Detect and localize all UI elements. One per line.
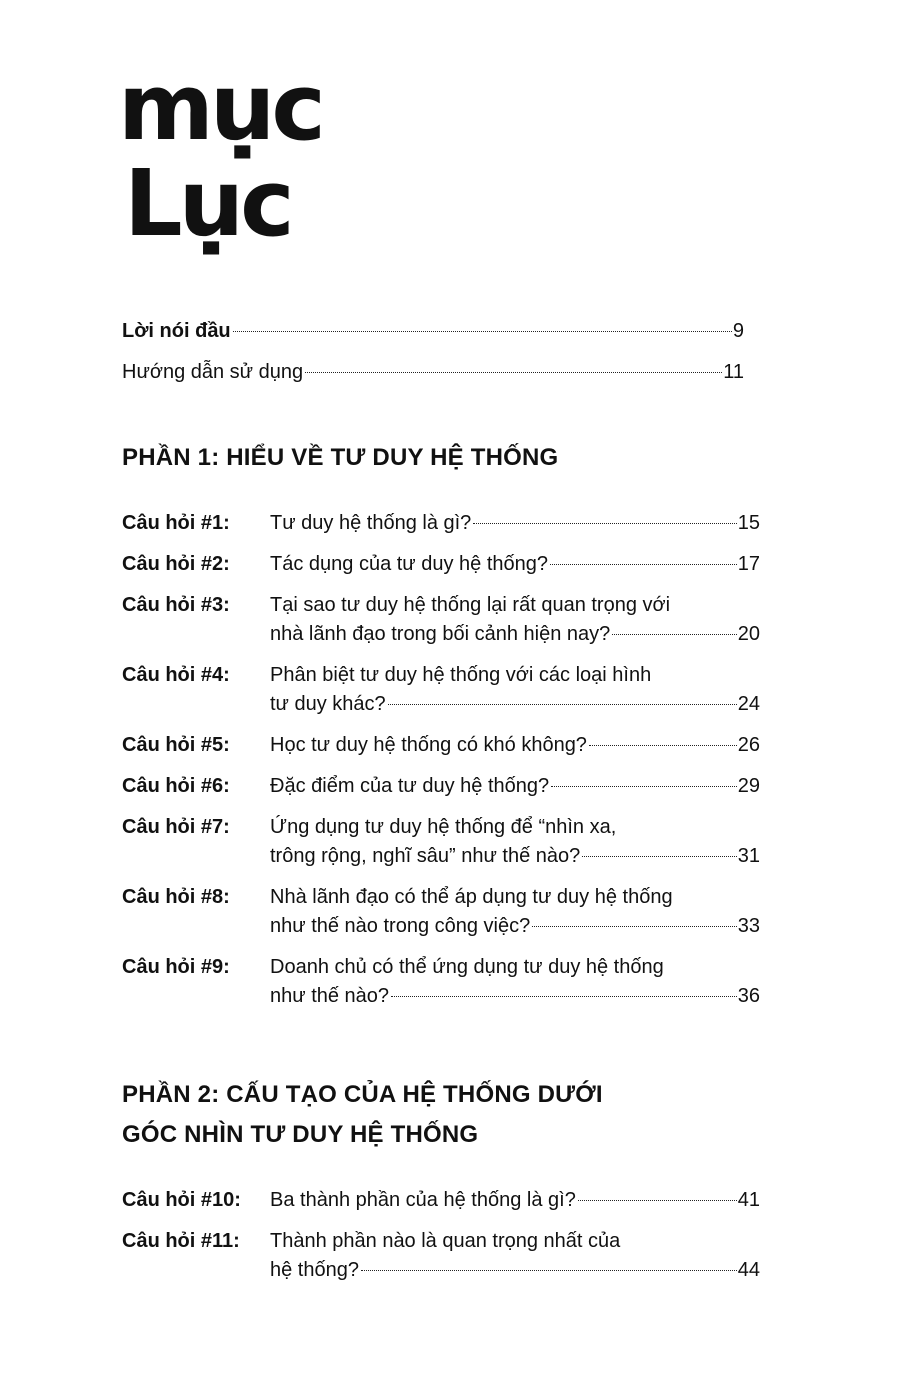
question-number: Câu hỏi #1:: [122, 512, 230, 534]
question-number: Câu hỏi #8:: [122, 886, 230, 908]
part-2-heading-line-1: PHẦN 2: CẤU TẠO CỦA HỆ THỐNG DƯỚI: [122, 1081, 603, 1108]
toc-entry-page: 9: [732, 320, 744, 342]
question-text: [270, 591, 760, 649]
question-last-line: [270, 550, 760, 579]
question-text-line: Tư duy hệ thống là gì?: [270, 512, 472, 534]
question-number: Câu hỏi #9:: [122, 956, 230, 978]
question-last-line: [270, 690, 760, 719]
question-text-line: Ứng dụng tư duy hệ thống để “nhìn xa,: [270, 816, 617, 838]
question-page: 26: [737, 734, 760, 756]
question-text: [270, 1227, 760, 1285]
question-text-line: Nhà lãnh đạo có thể áp dụng tư duy hệ thống: [270, 886, 673, 908]
dot-leader: [578, 1200, 737, 1201]
question-number: Câu hỏi #6:: [122, 775, 230, 797]
dot-leader: [589, 745, 737, 746]
question-last-line: [270, 982, 760, 1011]
question-text: [270, 731, 760, 760]
question-number: Câu hỏi #2:: [122, 553, 230, 575]
question-last-line: [270, 912, 760, 941]
question-page: 41: [737, 1189, 760, 1211]
question-page: 20: [737, 623, 760, 645]
question-last-line: [270, 842, 760, 871]
question-page: 17: [737, 553, 760, 575]
question-text: [270, 883, 760, 941]
title-line-2: Lục: [124, 150, 291, 257]
question-page: 15: [737, 512, 760, 534]
question-text: [270, 813, 760, 871]
dot-leader: [391, 996, 737, 997]
toc-entry-usage-guide[interactable]: [122, 358, 744, 387]
dot-leader: [582, 856, 736, 857]
question-text: [270, 509, 760, 538]
dot-leader: [532, 926, 737, 927]
question-number: Câu hỏi #5:: [122, 734, 230, 756]
question-page: 44: [737, 1259, 760, 1281]
question-text-line: Thành phần nào là quan trọng nhất của: [270, 1230, 621, 1252]
page-title: [118, 54, 322, 257]
question-text-line: như thế nào trong công việc?: [270, 915, 531, 937]
question-last-line: [270, 731, 760, 760]
toc-entry-label: Hướng dẫn sử dụng: [122, 361, 304, 383]
question-page: 36: [737, 985, 760, 1007]
dot-leader: [233, 331, 732, 332]
question-text-line: nhà lãnh đạo trong bối cảnh hiện nay?: [270, 623, 611, 645]
question-last-line: [270, 509, 760, 538]
question-text-line: Tác dụng của tư duy hệ thống?: [270, 553, 549, 575]
question-number: Câu hỏi #4:: [122, 664, 230, 686]
question-text-line: Đặc điểm của tư duy hệ thống?: [270, 775, 550, 797]
dot-leader: [551, 786, 737, 787]
question-last-line: [270, 1186, 760, 1215]
question-page: 33: [737, 915, 760, 937]
question-text-line: trông rộng, nghĩ sâu” như thế nào?: [270, 845, 581, 867]
question-last-line: [270, 620, 760, 649]
question-text-line: Ba thành phần của hệ thống là gì?: [270, 1189, 576, 1211]
question-text: [270, 772, 760, 801]
question-page: 24: [737, 693, 760, 715]
part-1-heading: PHẦN 1: HIỂU VỀ TƯ DUY HỆ THỐNG: [122, 444, 559, 471]
question-text: [270, 953, 760, 1011]
question-text-line: Tại sao tư duy hệ thống lại rất quan trọng với: [270, 594, 671, 616]
question-last-line: [270, 1256, 760, 1285]
toc-entry-page: 11: [723, 361, 744, 383]
question-number: Câu hỏi #10:: [122, 1189, 241, 1211]
dot-leader: [473, 523, 736, 524]
title-line-1: mục: [118, 54, 322, 161]
toc-entry-label: Lời nói đầu: [122, 320, 231, 342]
question-last-line: [270, 772, 760, 801]
question-page: 31: [737, 845, 760, 867]
question-text: [270, 550, 760, 579]
dot-leader: [305, 372, 722, 373]
question-text-line: hệ thống?: [270, 1259, 359, 1281]
question-text: [270, 1186, 760, 1215]
question-text-line: Doanh chủ có thể ứng dụng tư duy hệ thống: [270, 956, 664, 978]
dot-leader: [388, 704, 737, 705]
question-text: [270, 661, 760, 719]
question-number: Câu hỏi #3:: [122, 594, 230, 616]
toc-entry-preface[interactable]: [122, 317, 744, 346]
dot-leader: [361, 1270, 737, 1271]
question-page: 29: [737, 775, 760, 797]
dot-leader: [550, 564, 737, 565]
part-2-heading-line-2: GÓC NHÌN TƯ DUY HỆ THỐNG: [122, 1121, 479, 1148]
question-text-line: Phân biệt tư duy hệ thống với các loại hình: [270, 664, 652, 686]
question-text-line: tư duy khác?: [270, 693, 386, 715]
question-number: Câu hỏi #11:: [122, 1230, 240, 1252]
question-text-line: Học tư duy hệ thống có khó không?: [270, 734, 587, 756]
question-number: Câu hỏi #7:: [122, 816, 230, 838]
dot-leader: [612, 634, 736, 635]
question-text-line: như thế nào?: [270, 985, 390, 1007]
